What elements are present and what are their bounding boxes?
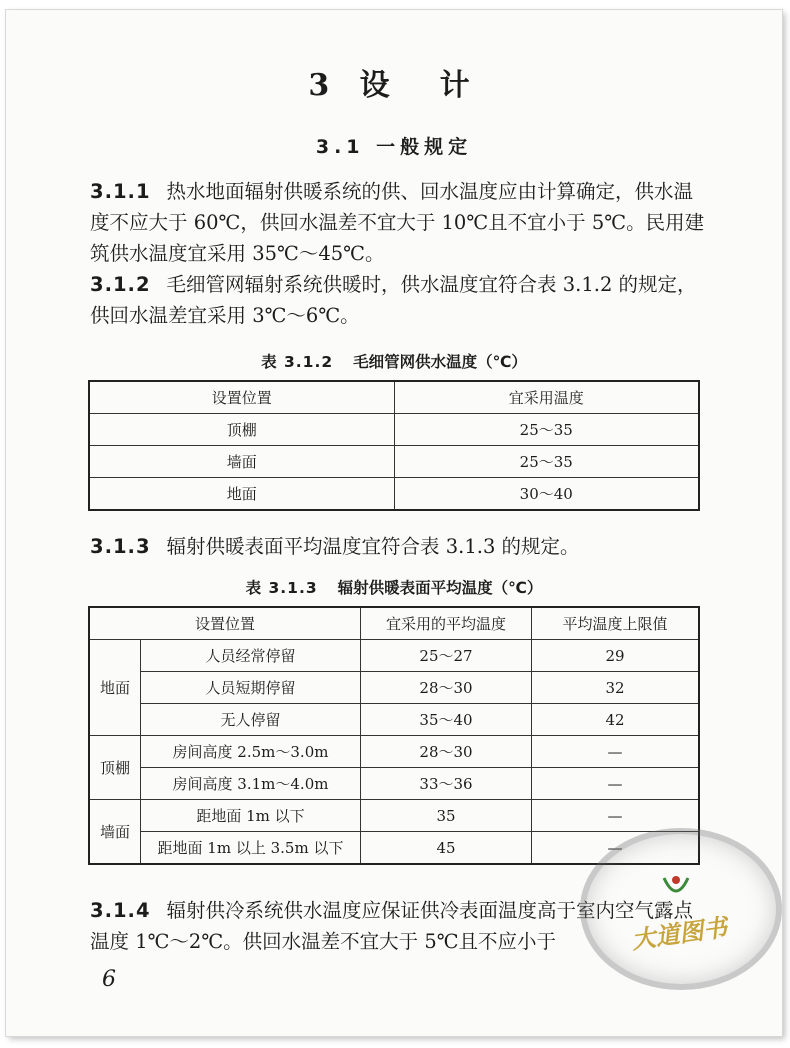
clause-3-1-2 — [90, 269, 712, 331]
table-cell: 距地面 1m 以下 — [141, 800, 361, 832]
table-row — [89, 768, 699, 800]
clause-3-1-1 — [90, 176, 712, 269]
table-cell: — — [532, 736, 700, 768]
table-cell: — — [532, 800, 700, 832]
clause-number: 3.1.1 — [90, 180, 151, 203]
table-row — [89, 640, 699, 672]
table-3-1-3 — [88, 606, 700, 865]
table-cell: 顶棚 — [89, 414, 394, 446]
section-title: 3.1 一般规定 — [315, 136, 473, 158]
table-header-cell: 设置位置 — [89, 381, 394, 414]
table-3-1-3-caption — [6, 576, 782, 598]
table-header-cell: 宜采用温度 — [394, 381, 699, 414]
table-row — [89, 736, 699, 768]
watermark-seal — [580, 828, 782, 990]
table-cell: 25～27 — [361, 640, 532, 672]
table-cell: 32 — [532, 672, 700, 704]
table-group-cell: 顶棚 — [89, 736, 141, 800]
table-cell: 35～40 — [361, 704, 532, 736]
document-page — [6, 10, 782, 1036]
table-cell: 28～30 — [361, 672, 532, 704]
table-cell: 无人停留 — [141, 704, 361, 736]
table-3-1-2 — [88, 380, 700, 511]
caption-title: 毛细管网供水温度（℃） — [353, 353, 527, 371]
caption-title: 辐射供暖表面平均温度（℃） — [337, 579, 543, 597]
table-cell: 29 — [532, 640, 700, 672]
table-row — [89, 800, 699, 832]
table-cell: — — [532, 832, 700, 865]
table-cell: 42 — [532, 704, 700, 736]
table-row — [89, 446, 699, 478]
table-cell: 地面 — [89, 478, 394, 511]
page-number: 6 — [102, 967, 116, 992]
table-cell: 墙面 — [89, 446, 394, 478]
table-cell: 35 — [361, 800, 532, 832]
clause-text: 辐射供冷系统供水温度应保证供冷表面温度高于室内空气露点温度 1℃～2℃。供回水温差不宜大于 5℃且不应小于 — [90, 899, 694, 953]
table-row — [89, 704, 699, 736]
table-row — [89, 478, 699, 511]
table-cell: 28～30 — [361, 736, 532, 768]
table-row — [89, 414, 699, 446]
table-header-cell: 设置位置 — [89, 607, 361, 640]
table-cell: 45 — [361, 832, 532, 865]
table-3-1-2-caption — [6, 350, 782, 372]
table-cell: 人员经常停留 — [141, 640, 361, 672]
table-cell: 房间高度 3.1m～4.0m — [141, 768, 361, 800]
clause-text: 热水地面辐射供暖系统的供、回水温度应由计算确定，供水温度不应大于 60℃，供回水温差不宜大于 10℃且不宜小于 5℃。民用建筑供水温度宜采用 35℃～45℃。 — [90, 180, 705, 265]
table-header-cell: 平均温度上限值 — [532, 607, 700, 640]
clause-number: 3.1.4 — [90, 899, 151, 922]
table-cell: 房间高度 2.5m～3.0m — [141, 736, 361, 768]
table-row — [89, 672, 699, 704]
caption-number: 表 3.1.3 — [245, 579, 318, 597]
clause-text: 辐射供暖表面平均温度宜符合表 3.1.3 的规定。 — [166, 535, 580, 558]
table-cell: 人员短期停留 — [141, 672, 361, 704]
table-header-row — [89, 607, 699, 640]
table-header-row — [89, 381, 699, 414]
chapter-title: 3 设 计 — [308, 68, 480, 103]
clause-text: 毛细管网辐射系统供暖时，供水温度宜符合表 3.1.2 的规定，供回水温差宜采用 3℃～6℃。 — [90, 273, 697, 327]
table-group-cell: 墙面 — [89, 800, 141, 865]
table-cell: 25～35 — [394, 446, 699, 478]
table-cell: 25～35 — [394, 414, 699, 446]
table-cell: 30～40 — [394, 478, 699, 511]
watermark-text: 大道图书 — [629, 912, 729, 955]
table-cell: 距地面 1m 以上 3.5m 以下 — [141, 832, 361, 865]
caption-number: 表 3.1.2 — [261, 353, 334, 371]
clause-number: 3.1.3 — [90, 535, 151, 558]
clause-3-1-3 — [90, 531, 712, 562]
logo-icon — [656, 874, 696, 908]
table-header-cell: 宜采用的平均温度 — [361, 607, 532, 640]
clause-number: 3.1.2 — [90, 273, 151, 296]
table-cell: — — [532, 768, 700, 800]
table-group-cell: 地面 — [89, 640, 141, 736]
table-cell: 33～36 — [361, 768, 532, 800]
